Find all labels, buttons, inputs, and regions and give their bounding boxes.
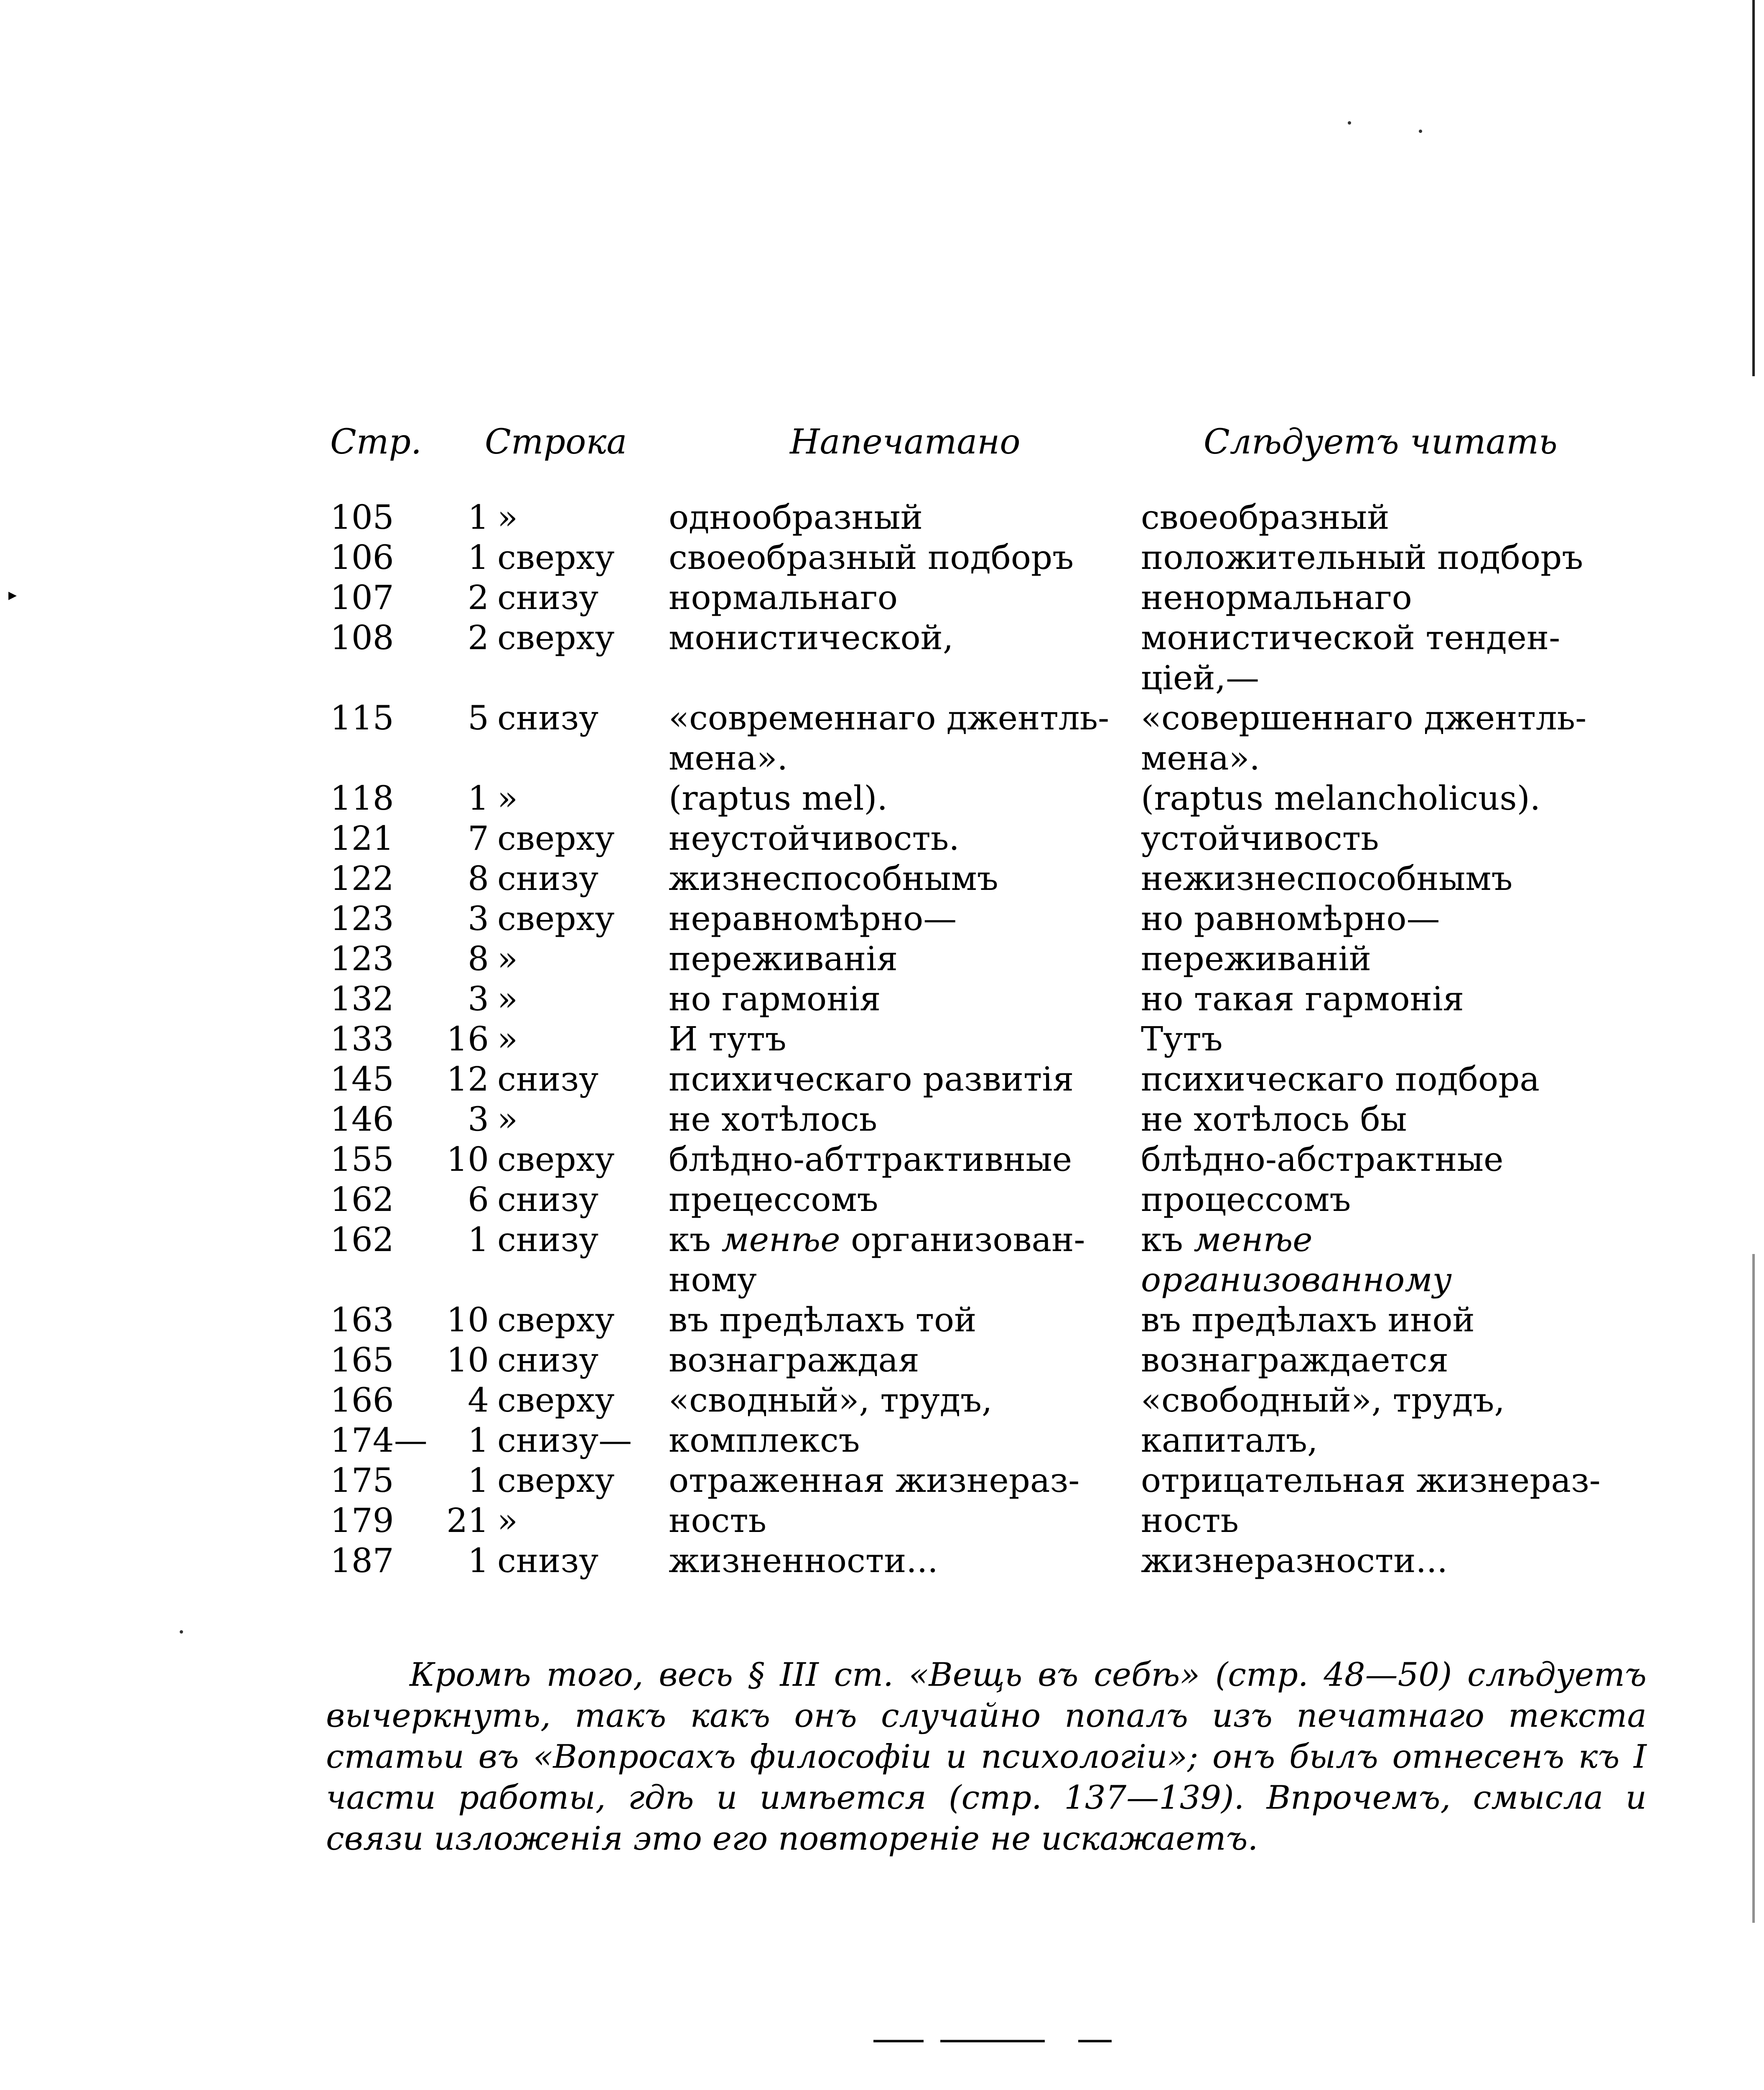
row-direction: снизу xyxy=(497,1341,599,1379)
errata-row xyxy=(326,778,1647,818)
row-read: психическаго подбора xyxy=(1141,1060,1540,1099)
row-printed: жизнеспособнымъ xyxy=(669,859,998,898)
row-read xyxy=(1141,1220,1626,1300)
row-page: 165 xyxy=(330,1341,394,1379)
errata-note: Кромѣ того, весь § III ст. «Вещь въ себѣ» (стр. 48—50) слѣдуетъ вычеркнуть, такъ какъ онъ случайно попалъ изъ печатнаго текста статьи въ «Вопросахъ философіи и психологіи»; онъ былъ отнесенъ къ I части работы, гдѣ и имѣется (стр. 137—139). Впрочемъ, смысла и связи изложенія это его повтореніе не искажаетъ. xyxy=(326,1656,1647,1858)
row-page: 145 xyxy=(330,1060,394,1099)
row-direction: снизу xyxy=(497,1180,599,1219)
row-direction: » xyxy=(497,1100,518,1139)
row-printed-part: организован- ному xyxy=(669,1220,1085,1299)
row-read: «совершеннаго джентль- мена». xyxy=(1141,698,1587,777)
errata-row xyxy=(326,1300,1647,1340)
row-line: 10 xyxy=(446,1300,489,1339)
row-line: 1 xyxy=(468,1461,489,1500)
row-page: 187 xyxy=(330,1541,394,1580)
errata-row xyxy=(326,1180,1647,1220)
row-printed: неравномѣрно— xyxy=(669,899,957,938)
end-rule-2 xyxy=(940,2040,1045,2042)
page-edge-2 xyxy=(1752,1254,1755,1923)
row-read: (raptus melancholicus). xyxy=(1141,779,1541,818)
row-printed: блѣдно-абттрактивные xyxy=(669,1140,1072,1179)
row-printed: ность xyxy=(669,1501,767,1540)
row-printed: въ предѣлахъ той xyxy=(669,1300,977,1339)
row-read: не хотѣлось бы xyxy=(1141,1100,1407,1139)
row-page: 155 xyxy=(330,1140,394,1179)
row-page: 162 xyxy=(330,1180,394,1219)
errata-row xyxy=(326,1220,1647,1300)
row-printed-part: менѣе xyxy=(721,1220,840,1259)
row-direction: » xyxy=(497,939,518,978)
row-line: 4 xyxy=(468,1381,489,1420)
errata-table xyxy=(326,497,1647,1581)
row-printed: И тутъ xyxy=(669,1020,787,1058)
row-page: 166 xyxy=(330,1381,394,1420)
row-read: вознаграждается xyxy=(1141,1341,1449,1379)
errata-row xyxy=(326,1139,1647,1180)
row-direction: сверху xyxy=(497,538,615,577)
row-direction: » xyxy=(497,498,518,537)
row-line: 6 xyxy=(468,1180,489,1219)
row-printed: прецессомъ xyxy=(669,1180,878,1219)
row-line: 8 xyxy=(468,939,489,978)
row-read: капиталъ, xyxy=(1141,1421,1318,1460)
row-page: 179 xyxy=(330,1501,394,1540)
row-printed: психическаго развитія xyxy=(669,1060,1074,1099)
errata-row xyxy=(326,1099,1647,1139)
row-line: 1 xyxy=(468,498,489,537)
row-direction: снизу xyxy=(497,1541,599,1580)
row-read-part: менѣе организованному xyxy=(1141,1220,1452,1299)
row-read-part: къ xyxy=(1141,1220,1194,1259)
speck-2 xyxy=(1419,130,1422,133)
row-printed: «современнаго джентль- мена». xyxy=(669,698,1110,777)
row-direction: сверху xyxy=(497,1381,615,1420)
row-printed: отраженная жизнераз- xyxy=(669,1461,1080,1500)
row-page: 122 xyxy=(330,859,394,898)
row-read: «свободный», трудъ, xyxy=(1141,1381,1505,1420)
errata-row xyxy=(326,939,1647,979)
row-line: 1 xyxy=(468,1220,489,1259)
row-printed: но гармонія xyxy=(669,979,881,1018)
end-rule-1 xyxy=(873,2040,924,2042)
row-direction: снизу xyxy=(497,698,599,737)
errata-row xyxy=(326,1380,1647,1420)
row-line: 16 xyxy=(446,1020,489,1058)
errata-row xyxy=(326,698,1647,778)
row-printed-part: къ xyxy=(669,1220,722,1259)
header-page: Стр. xyxy=(330,422,422,462)
row-direction: сверху xyxy=(497,1461,615,1500)
errata-row xyxy=(326,1420,1647,1460)
row-printed: переживанія xyxy=(669,939,898,978)
row-page: 163 xyxy=(330,1300,394,1339)
errata-row xyxy=(326,818,1647,859)
row-line: 7 xyxy=(468,819,489,858)
row-direction: сверху xyxy=(497,1300,615,1339)
row-read: процессомъ xyxy=(1141,1180,1351,1219)
row-line: 10 xyxy=(446,1341,489,1379)
row-line: 1 xyxy=(468,779,489,818)
row-read: но такая гармонія xyxy=(1141,979,1464,1018)
row-line: 2 xyxy=(468,578,489,617)
errata-row xyxy=(326,1501,1647,1541)
row-direction: сверху xyxy=(497,899,615,938)
row-page: 132 xyxy=(330,979,394,1018)
row-read: нежизнеспособнымъ xyxy=(1141,859,1513,898)
row-printed: «сводный», трудъ, xyxy=(669,1381,993,1420)
row-printed: вознаграждая xyxy=(669,1341,919,1379)
row-printed: своеобразный подборъ xyxy=(669,538,1074,577)
row-line: 1 xyxy=(468,1421,489,1460)
row-read: блѣдно-абстрактные xyxy=(1141,1140,1504,1179)
row-read: положительный подборъ xyxy=(1141,538,1583,577)
row-page: 133 xyxy=(330,1020,394,1058)
row-printed xyxy=(669,1220,1128,1300)
end-rule-3 xyxy=(1078,2040,1112,2042)
row-direction: сверху xyxy=(497,618,615,657)
row-line: 8 xyxy=(468,859,489,898)
row-page: 162 xyxy=(330,1220,394,1259)
row-direction: снизу xyxy=(497,1060,599,1099)
row-direction: » xyxy=(497,779,518,818)
row-read: устойчивость xyxy=(1141,819,1379,858)
row-page: 121 xyxy=(330,819,394,858)
row-page: 123 xyxy=(330,939,394,978)
row-printed: монистической, xyxy=(669,618,954,657)
row-printed: неустойчивость. xyxy=(669,819,960,858)
errata-row xyxy=(326,1019,1647,1059)
row-line: 3 xyxy=(468,1100,489,1139)
errata-row xyxy=(326,618,1647,698)
row-line: 1 xyxy=(468,538,489,577)
speck-1 xyxy=(1348,121,1351,125)
row-direction: » xyxy=(497,1501,518,1540)
row-page: 115 xyxy=(330,698,394,737)
row-read: ность xyxy=(1141,1501,1239,1540)
row-direction: сверху xyxy=(497,819,615,858)
row-direction: снизу xyxy=(497,578,599,617)
row-line: 21 xyxy=(446,1501,489,1540)
row-direction: » xyxy=(497,979,518,1018)
row-page: 106 xyxy=(330,538,394,577)
errata-row xyxy=(326,899,1647,939)
header-printed: Напечатано xyxy=(790,422,1021,462)
row-page: 105 xyxy=(330,498,394,537)
row-direction: » xyxy=(497,1020,518,1058)
row-read: но равномѣрно— xyxy=(1141,899,1440,938)
row-read: отрицательная жизнераз- xyxy=(1141,1461,1601,1500)
margin-mark-icon: ▸ xyxy=(8,585,17,604)
row-printed: нормальнаго xyxy=(669,578,898,617)
errata-row xyxy=(326,859,1647,899)
errata-row xyxy=(326,1059,1647,1099)
row-page: 146 xyxy=(330,1100,394,1139)
errata-row xyxy=(326,1541,1647,1581)
speck-3 xyxy=(180,1630,183,1634)
row-read: своеобразный xyxy=(1141,498,1390,537)
page-edge-1 xyxy=(1752,0,1755,376)
row-line: 5 xyxy=(468,698,489,737)
row-line: 2 xyxy=(468,618,489,657)
errata-row xyxy=(326,578,1647,618)
errata-row xyxy=(326,1340,1647,1380)
row-read: переживаній xyxy=(1141,939,1372,978)
errata-header xyxy=(326,401,1647,472)
row-read: въ предѣлахъ иной xyxy=(1141,1300,1475,1339)
row-direction: сверху xyxy=(497,1140,615,1179)
row-page: 108 xyxy=(330,618,394,657)
row-page: 107 xyxy=(330,578,394,617)
row-line: 3 xyxy=(468,899,489,938)
row-read: жизнеразности... xyxy=(1141,1541,1448,1580)
errata-row xyxy=(326,979,1647,1019)
row-page: 123 xyxy=(330,899,394,938)
row-printed: однообразный xyxy=(669,498,923,537)
errata-row xyxy=(326,538,1647,578)
row-line: 10 xyxy=(446,1140,489,1179)
row-page: 175 xyxy=(330,1461,394,1500)
row-page: 174— xyxy=(330,1421,428,1460)
row-printed: (raptus mel). xyxy=(669,779,888,818)
row-read: Тутъ xyxy=(1141,1020,1223,1058)
row-line: 12 xyxy=(446,1060,489,1099)
row-printed: жизненности... xyxy=(669,1541,938,1580)
row-printed: не хотѣлось xyxy=(669,1100,878,1139)
errata-page xyxy=(326,401,1647,1858)
row-direction: снизу— xyxy=(497,1421,632,1460)
errata-row xyxy=(326,1460,1647,1501)
row-line: 3 xyxy=(468,979,489,1018)
row-read: монистической тенден- ціей,— xyxy=(1141,618,1560,697)
row-page: 118 xyxy=(330,779,394,818)
row-read: ненормальнаго xyxy=(1141,578,1412,617)
row-direction: снизу xyxy=(497,859,599,898)
header-read: Слѣдуетъ читать xyxy=(1204,422,1558,462)
errata-row xyxy=(326,497,1647,538)
header-line: Строка xyxy=(485,422,627,462)
row-printed: комплексъ xyxy=(669,1421,860,1460)
row-direction: снизу xyxy=(497,1220,599,1259)
row-line: 1 xyxy=(468,1541,489,1580)
